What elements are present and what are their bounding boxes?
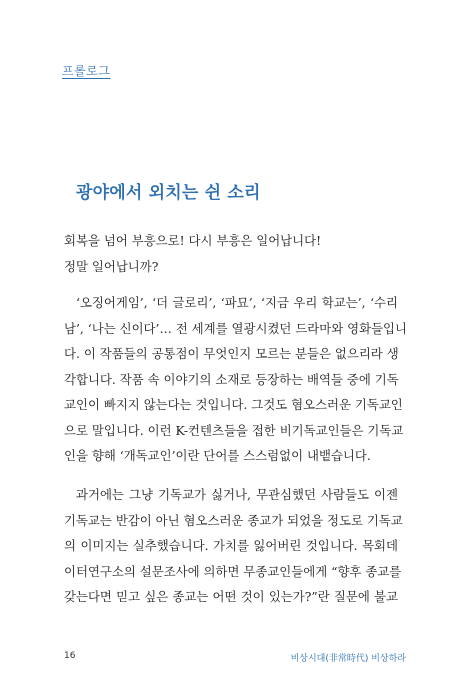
paragraph-line: 정말 일어납니까? [64, 258, 159, 274]
paragraph-line: ‘오징어게임’, ‘더 글로리’, ‘파묘’, ‘지금 우리 학교는’, ‘수리 [76, 295, 398, 310]
paragraph-line: 과거에는 그냥 기독교가 싫거나, 무관심했던 사람들도 이젠 [76, 487, 398, 502]
paragraph-line: 기독교는 반감이 아닌 혐오스러운 종교가 되었을 정도로 기독교 [64, 512, 403, 528]
running-title: 비상시대(非常時代) 비상하라 [290, 654, 406, 664]
paragraph-line: 이터연구소의 설문조사에 의하면 무종교인들에게 “향후 종교를 [64, 563, 402, 579]
paragraph-line: 의 이미지는 실추했습니다. 가치를 잃어버린 것입니다. 목회데 [64, 538, 398, 553]
chapter-title: 광야에서 외치는 쉰 소리 [76, 183, 261, 203]
page-number: 16 [64, 651, 76, 661]
paragraph-line: 교인이 빠지지 않는다는 것입니다. 그것도 혐오스러운 기독교인 [64, 397, 403, 412]
paragraph-line: 회복을 넘어 부흥으로! 다시 부흥은 일어납니다! [64, 233, 322, 248]
paragraph-line: 남’, ‘나는 신이다’… 전 세계를 열광시켰던 드라마와 영화들입니 [64, 320, 407, 336]
paragraph-line: 으로 말입니다. 이런 K-컨텐츠들을 접한 비기독교인들은 기독교 [64, 422, 404, 438]
paragraph-line: 갖는다면 믿고 싶은 종교는 어떤 것이 있는가?”란 질문에 불교 [64, 589, 398, 604]
paragraph-line: 인을 향해 ‘개독교인’이란 단어를 스스럼없이 내뱉습니다. [64, 448, 371, 463]
section-label: 프롤로그 [62, 64, 111, 78]
paragraph-1 [64, 228, 398, 279]
paragraph-3 [64, 482, 403, 610]
paragraph-line: 각합니다. 작품 속 이야기의 소재로 등장하는 배역들 중에 기독 [64, 371, 399, 387]
paragraph-2 [64, 290, 407, 469]
paragraph-line: 다. 이 작품들의 공통점이 무엇인지 모르는 분들은 없으리라 생 [64, 346, 399, 361]
